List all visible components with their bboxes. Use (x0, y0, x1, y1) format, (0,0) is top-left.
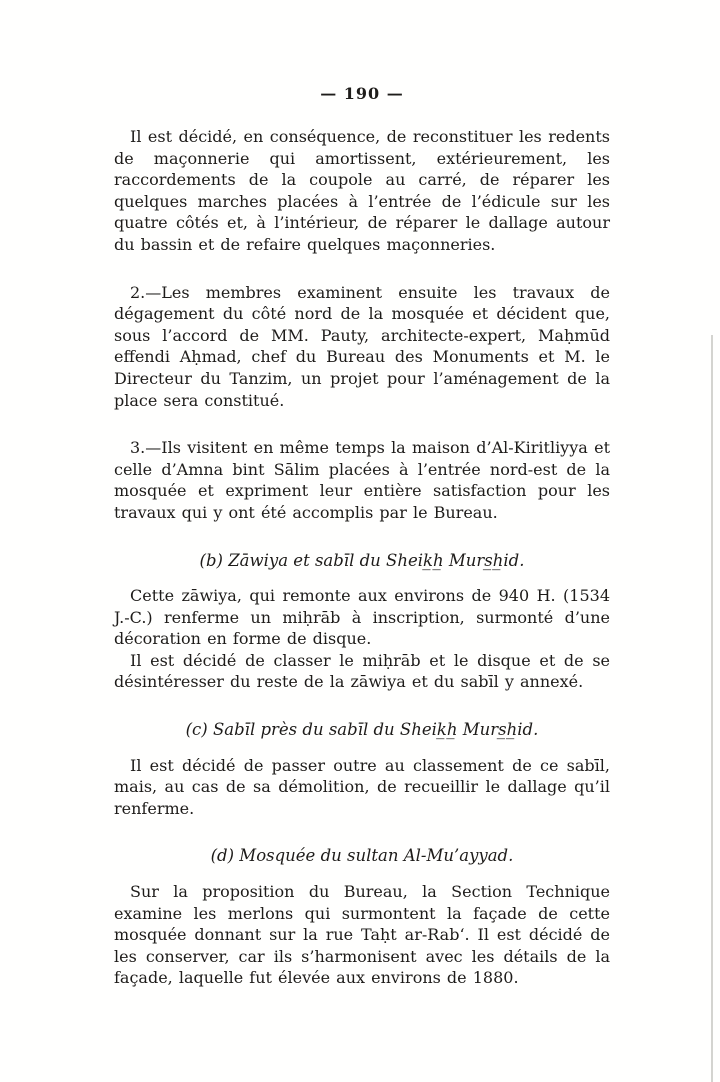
page-number: — 190 — (320, 84, 404, 103)
paragraph-6: Il est décidé de passer outre au classement de ce sabīl, mais, au cas de sa démolition, de recueillir le dallage qu’il renferme. (114, 755, 610, 818)
paragraph-1: Il est décidé, en conséquence, de reconstituer les redents de maçonnerie qui amortissent, extérieurement, les raccordements de la coupole au carré, de réparer les quelques marches placées à l’entrée de l’édicule sur les quatre côtés et, à l’intérieur, de réparer le dallage autour du bassin et de refaire quelques maçonneries. (114, 127, 610, 254)
paragraph-4: Cette zāwiya, qui remonte aux environs de 940 H. (1534 J.-C.) renferme un miḥrāb à inscription, surmonté d’une décoration en forme de disque. (114, 586, 610, 649)
paragraph-7: Sur la proposition du Bureau, la Section Technique examine les merlons qui surmontent la façade de cette mosquée donnant sur la rue Taḥt ar-Rab‘. Il est décidé de les conserver, car ils s’harmonisent avec les détails de la façade, laquelle fut élevée aux environs de 1880. (114, 882, 610, 988)
section-heading-d: (d) Mosquée du sultan Al-Mu’ayyad. (210, 846, 514, 866)
section-heading-b: (b) Zāwiya et sabīl du Sheik̲h̲ Murs̲h̲id. (199, 550, 525, 570)
scan-edge-artifact (711, 335, 713, 1082)
paragraph-3: 3.—Ils visitent en même temps la maison d’Al-Kiritliyya et celle d’Amna bint Sālim placées à l’entrée nord-est de la mosquée et expriment leur entière satisfaction pour les travaux qui y ont été accomplis par le Bureau. (114, 438, 610, 522)
paragraph-2: 2.—Les membres examinent ensuite les travaux de dégagement du côté nord de la mosquée et décident que, sous l’accord de MM. Pauty, architecte-expert, Maḥmūd effendi Aḥmad, chef du Bureau des Monuments et M. le Directeur du Tanzim, un projet pour l’aménagement de la place sera constitué. (114, 282, 610, 410)
paragraph-5: Il est décidé de classer le miḥrāb et le disque et de se désintéresser du reste de la zāwiya et du sabīl y annexé. (114, 650, 610, 692)
section-heading-c: (c) Sabīl près du sabīl du Sheik̲h̲ Murs̲h̲id. (185, 720, 539, 740)
